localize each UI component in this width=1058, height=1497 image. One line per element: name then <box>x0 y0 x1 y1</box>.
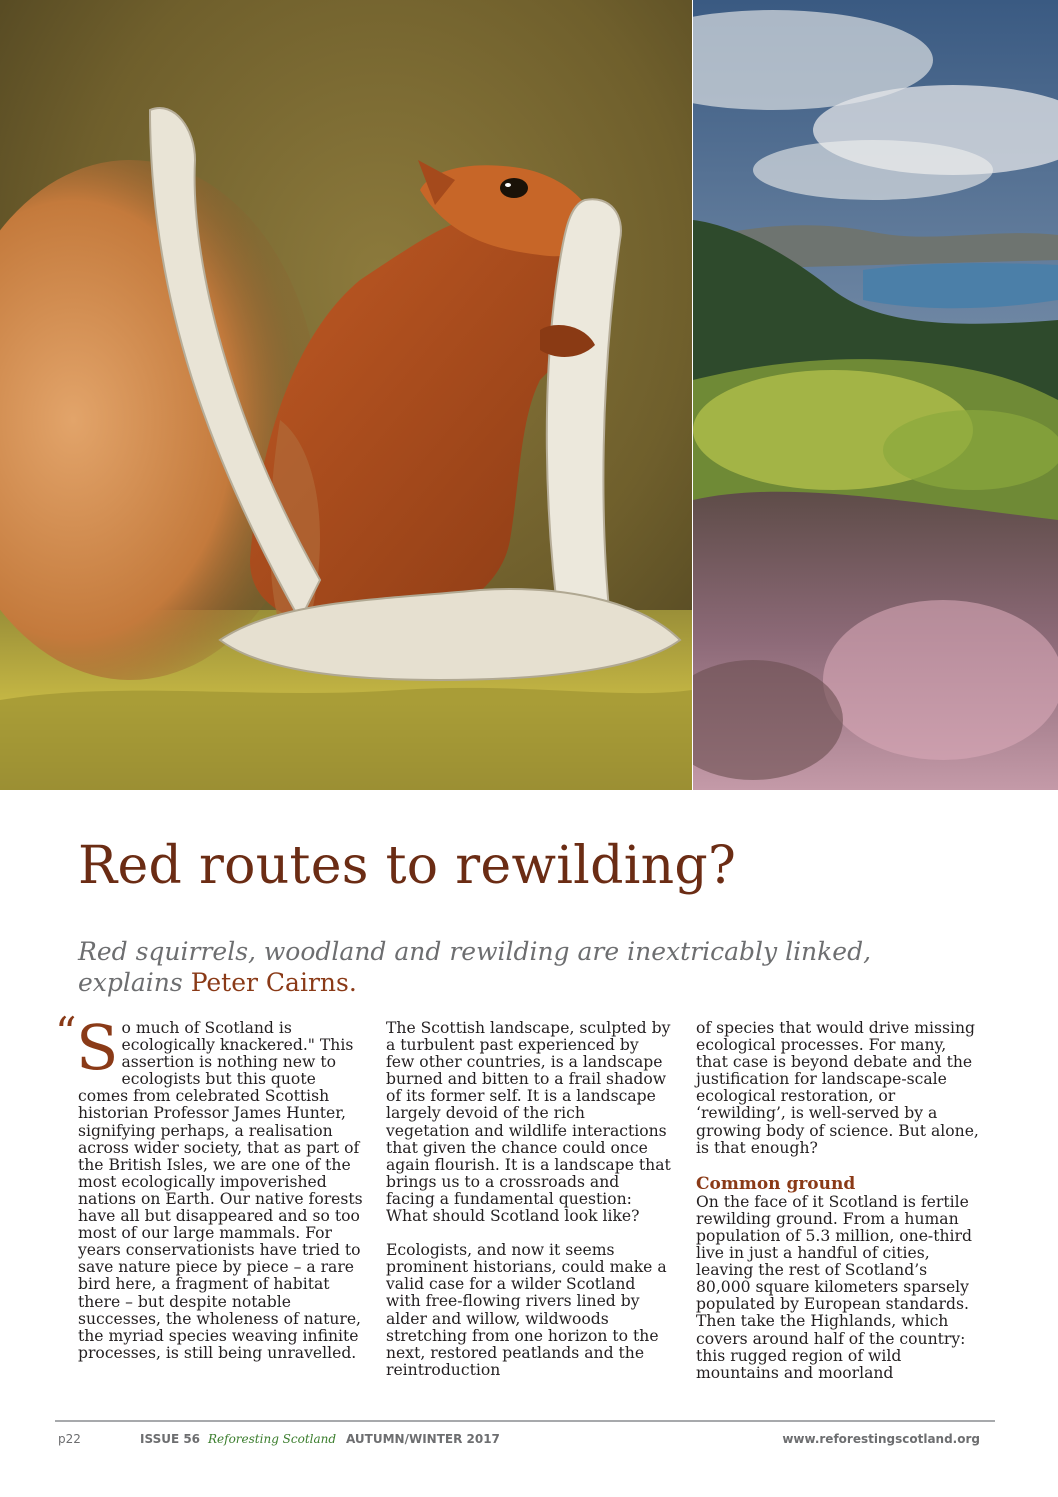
highland-landscape-photo <box>693 0 1058 790</box>
body-paragraph: On the face of it Scotland is fertile rewilding ground. From a human population of 5.3 million, one-third live in just a handful of cities, leaving the rest of Scotland’s 80,000 square kilometers sparsely populated by European standards. Then take the Highlands, which covers around half of the country: this rugged region of wild mountains and moorland <box>696 1192 972 1382</box>
body-column-3 <box>696 1020 981 1382</box>
footer-divider <box>55 1420 995 1422</box>
body-column-1 <box>76 1011 363 1362</box>
page-footer <box>58 1432 980 1450</box>
body-column-2 <box>386 1020 671 1379</box>
website-link[interactable]: www.reforestingscotland.org <box>782 1432 980 1446</box>
article-title: Red routes to rewilding? <box>78 836 737 896</box>
red-squirrel-photo <box>0 0 692 790</box>
body-paragraph: of species that would drive missing ecological processes. For many, that case is beyond debate and the justification for landscape-scale ecological restoration, or ‘rewilding’, is well-served by a growing body of science. But alone, is that enough? <box>696 1019 979 1157</box>
section-subheading: Common ground <box>696 1173 856 1194</box>
issue-number: ISSUE 56 <box>140 1432 201 1446</box>
issue-season: AUTUMN/WINTER 2017 <box>346 1432 500 1446</box>
author-name: Peter Cairns. <box>190 968 357 997</box>
body-paragraph: The Scottish landscape, sculpted by a turbulent past experienced by few other countries, is a landscape burned and bitten to a frail shadow of its former self. It is a landscape largely devoid of the rich vegetation and wildlife interactions that given the chance could once again flourish. It is a landscape that brings us to a crossroads and facing a fundamental question: What should Scotland look like? <box>386 1019 671 1226</box>
article-standfirst <box>78 936 958 998</box>
magazine-name: Reforesting Scotland <box>208 1432 337 1446</box>
drop-cap: S <box>76 1011 119 1084</box>
body-paragraph: Ecologists, and now it seems prominent historians, could make a valid case for a wilder Scotland with free-flowing rivers lined by alder and willow, wildwoods stretching from one horizon to the next, restored peatlands and the reintroduction <box>386 1241 667 1379</box>
page-number: p22 <box>58 1432 81 1446</box>
opening-quote-mark: “ <box>55 1008 77 1057</box>
standfirst-text: Red squirrels, woodland and rewilding are inextricably linked, explains <box>78 937 872 997</box>
body-paragraph <box>76 1011 363 1362</box>
paragraph-text: o much of Scotland is ecologically knackered." This assertion is nothing new to ecologists but this quote comes from celebrated Scottish historian Professor James Hunter, signifying perhaps, a realisation across wider society, that as part of the British Isles, we are one of the most ecologically impoverished nations on Earth. Our native forests have all but disappeared and so too most of our large mammals. For years conservationists have tried to save nature piece by piece – a rare bird here, a fragment of habitat there – but despite notable successes, the wholeness of nature, the myriad species weaving infinite processes, is still being unravelled. <box>78 1019 363 1362</box>
